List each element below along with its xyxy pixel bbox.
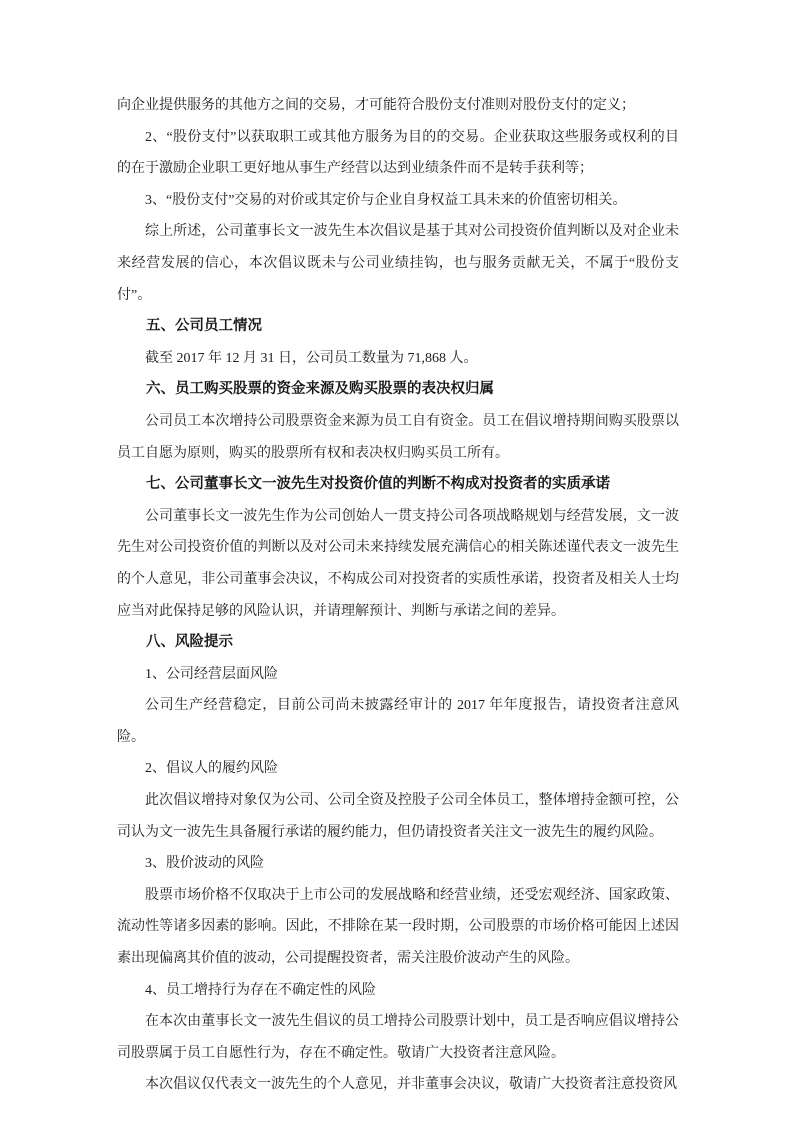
risk-item-1-body: 公司生产经营稳定，目前公司尚未披露经审计的 2017 年年度报告，请投资者注意风险。: [117, 698, 679, 745]
paragraph-final-notice: 本次倡议仅代表文一波先生的个人意见，并非董事会决议，敬请广大投资者注意投资风: [145, 1077, 677, 1093]
paragraph-chairman-opinion: 公司董事长文一波先生作为公司创始人一贯支持公司各项战略规划与经营发展，文一波先生对公司投资价值的判断以及对公司未来持续发展充满信心的相关陈述谨代表文一波先生的个人意见，非公司董事会决议，不构成公司对投资者的实质性承诺，投资者及相关人士均应当对此保持足够的风险认识，并请理解预计、判断与承诺之间的差异。: [117, 508, 679, 619]
section-heading-6-funding-voting: 六、员工购买股票的资金来源及购买股票的表决权归属: [146, 381, 494, 398]
paragraph-summary: 综上所述，公司董事长文一波先生本次倡议是基于其对公司投资价值判断以及对企业未来经营发展的信心，本次倡议既未与公司业绩挂钩，也与服务贡献无关，不属于“股份支付”。: [117, 224, 679, 303]
document-text-block: [117, 90, 679, 1101]
paragraph-employee-count: 截至 2017 年 12 月 31 日，公司员工数量为 71,868 人。: [145, 350, 478, 366]
paragraph-funding-source: 公司员工本次增持公司股票资金来源为员工自有资金。员工在倡议增持期间购买股票以员工自愿为原则，购买的股票所有权和表决权归购买员工所有。: [117, 413, 679, 461]
risk-item-3-body: 股票市场价格不仅取决于上市公司的发展战略和经营业绩，还受宏观经济、国家政策、流动性等诸多因素的影响。因此，不排除在某一段时期，公司股票的市场价格可能因上述因素出现偏离其价值的波动，公司提醒投资者，需关注股价波动产生的风险。: [117, 887, 679, 967]
risk-item-4-body: 在本次由董事长文一波先生倡议的员工增持公司股票计划中，员工是否响应倡议增持公司股票属于员工自愿性行为，存在不确定性。敬请广大投资者注意风险。: [117, 1014, 679, 1061]
section-heading-7-no-substantive-commitment: 七、公司董事长文一波先生对投资价值的判断不构成对投资者的实质承诺: [146, 476, 610, 493]
risk-item-3-title: 3、股价波动的风险: [145, 856, 264, 872]
paragraph-share-payment-item-3: 3、“股份支付”交易的对价或其定价与企业自身权益工具未来的价值密切相关。: [145, 192, 627, 208]
paragraph-continuation: 向企业提供服务的其他方之间的交易，才可能符合股份支付准则对股份支付的定义；: [117, 98, 635, 113]
paragraph-share-payment-item-2: 2、“股份支付”以获取职工或其他方服务为目的的交易。企业获取这些服务或权利的目的在于激励企业职工更好地从事生产经营以达到业绩条件而不是转手获利等；: [117, 129, 679, 177]
section-heading-5-employees: 五、公司员工情况: [146, 318, 262, 335]
section-heading-8-risk-notice: 八、风险提示: [146, 634, 233, 651]
risk-item-1-title: 1、公司经营层面风险: [145, 666, 278, 682]
risk-item-4-title: 4、员工增持行为存在不确定性的风险: [145, 982, 376, 998]
risk-item-2-title: 2、倡议人的履约风险: [145, 761, 278, 777]
risk-item-2-body: 此次倡议增持对象仅为公司、公司全资及控股子公司全体员工，整体增持金额可控，公司认为文一波先生具备履行承诺的履约能力，但仍请投资者关注文一波先生的履约风险。: [117, 793, 679, 840]
